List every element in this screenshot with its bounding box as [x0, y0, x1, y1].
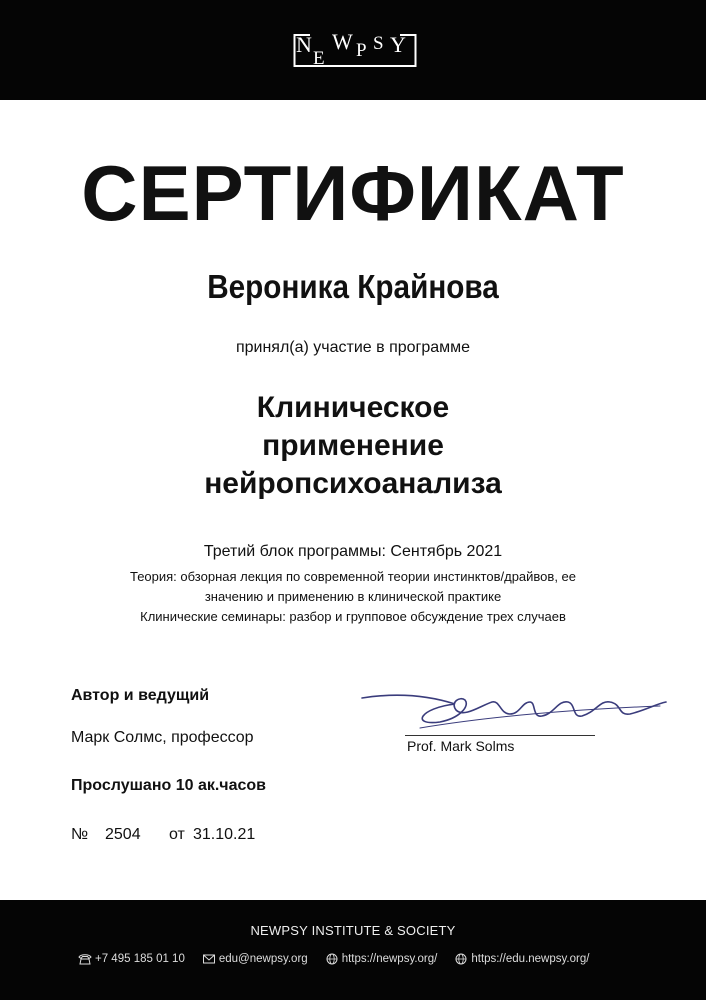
email-contact[interactable]	[202, 953, 308, 965]
program-title	[0, 389, 706, 503]
hours-text: Прослушано 10 ак.часов	[71, 777, 266, 794]
svg-text:Y: Y	[390, 32, 406, 57]
date-prefix: от	[169, 826, 185, 843]
globe-icon	[325, 953, 339, 965]
svg-text:W: W	[332, 29, 353, 54]
edu-website-contact[interactable]	[454, 953, 589, 965]
phone-icon	[78, 953, 92, 965]
svg-text:S: S	[373, 33, 384, 54]
signature-line	[405, 735, 595, 736]
program-title-line: нейропсихоанализа	[204, 467, 502, 500]
email-text[interactable]: edu@newpsy.org	[218, 953, 308, 965]
mail-icon	[202, 953, 216, 965]
recipient-name: Вероника Крайнова	[207, 268, 499, 305]
footer-band	[0, 900, 706, 1000]
contacts-row	[78, 950, 606, 968]
program-details	[0, 567, 706, 627]
details-line: значению и применению в клинической практике	[204, 589, 502, 604]
svg-text:P: P	[356, 40, 367, 61]
certificate-number	[71, 824, 255, 846]
program-block: Третий блок программы: Сентябрь 2021	[203, 543, 503, 560]
website-contact[interactable]	[325, 953, 438, 965]
certificate-title: СЕРТИФИКАТ	[81, 149, 625, 237]
website-text[interactable]: https://newpsy.org/	[341, 953, 438, 965]
institution-name: NEWPSY INSTITUTE & SOCIETY	[250, 923, 456, 938]
newpsy-logo	[293, 26, 417, 68]
globe-icon	[454, 953, 468, 965]
svg-text:N: N	[296, 32, 312, 57]
details-line: Теория: обзорная лекция по современной теории инстинктов/драйвов, ее	[129, 569, 576, 584]
author-name: Марк Солмс, профессор	[71, 729, 254, 746]
phone-text: +7 495 185 01 10	[95, 953, 185, 965]
participation-text: принял(а) участие в программе	[235, 339, 471, 356]
author-label: Автор и ведущий	[71, 687, 210, 704]
phone-contact	[78, 953, 185, 965]
details-line: Клинические семинары: разбор и групповое обсуждение трех случаев	[140, 609, 566, 624]
header-band	[0, 0, 706, 100]
date-value: 31.10.21	[193, 826, 256, 843]
program-title-line: Клиническое	[256, 391, 450, 424]
number-sign: №	[71, 826, 89, 843]
edu-website-text[interactable]: https://edu.newpsy.org/	[471, 953, 590, 965]
number-value: 2504	[105, 826, 141, 843]
signature-caption: Prof. Mark Solms	[407, 738, 515, 754]
svg-text:E: E	[313, 48, 325, 68]
program-title-line: применение	[262, 429, 444, 462]
signature	[360, 688, 670, 736]
